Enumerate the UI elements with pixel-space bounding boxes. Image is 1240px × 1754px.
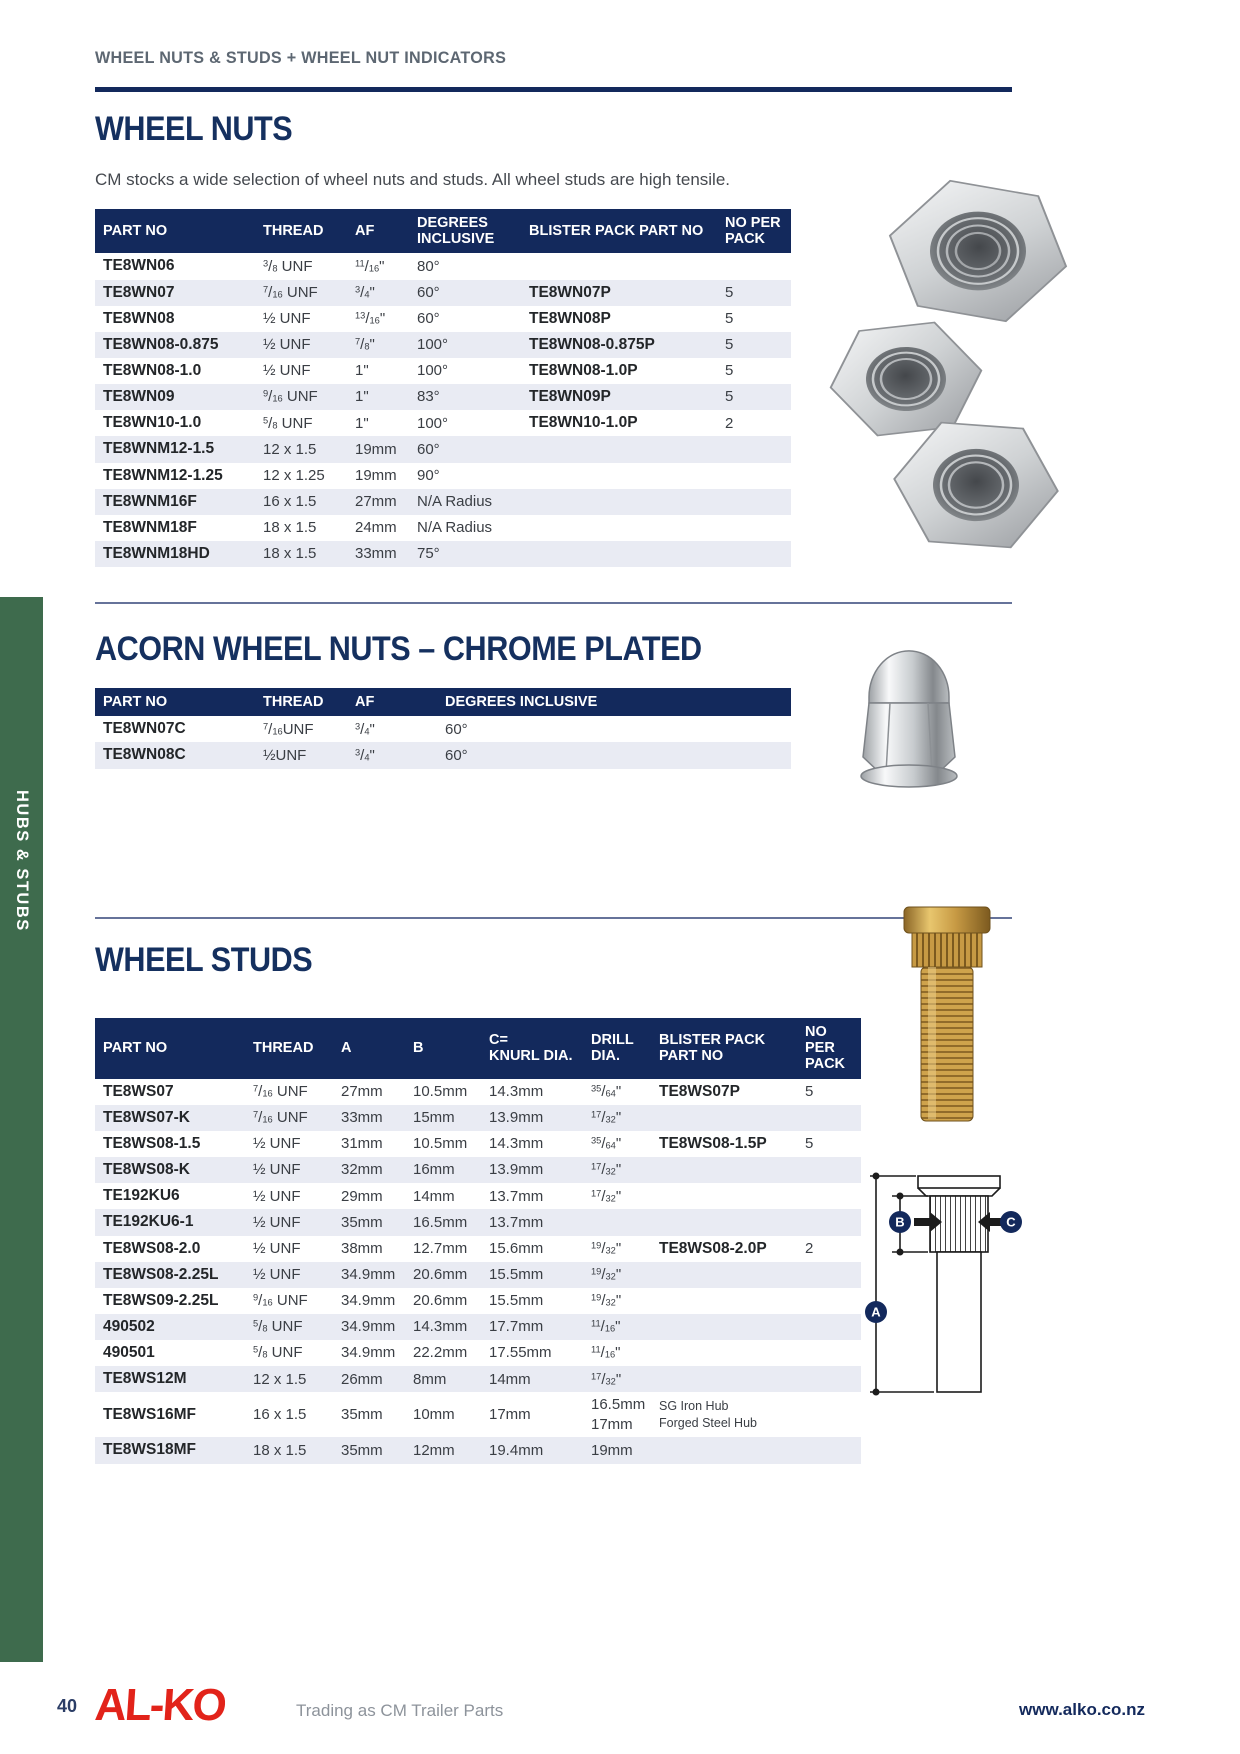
table-row bbox=[95, 280, 791, 306]
cell: $^5/_8$ UNF bbox=[253, 1318, 303, 1336]
cell: TE8WS08-1.5 bbox=[103, 1134, 201, 1152]
table-row bbox=[95, 1314, 861, 1340]
cell: 34.9mm bbox=[341, 1266, 396, 1283]
column-header: B bbox=[405, 1018, 481, 1079]
cell: $^{11}/_{16}$" bbox=[591, 1344, 621, 1362]
cell: 60° bbox=[445, 746, 468, 764]
cell: 490502 bbox=[103, 1317, 155, 1335]
cell: $^{19}/_{32}$" bbox=[591, 1292, 622, 1310]
wheel-studs-table bbox=[95, 1018, 861, 1464]
cell: 5 bbox=[725, 362, 734, 380]
cell: 14.3mm bbox=[489, 1083, 544, 1101]
hex-nut-1 bbox=[874, 173, 1083, 329]
table-row bbox=[95, 1209, 861, 1235]
table-row bbox=[95, 716, 791, 742]
cell: TE192KU6 bbox=[103, 1187, 180, 1205]
cell bbox=[797, 1288, 861, 1314]
cell: 18 x 1.5 bbox=[253, 1441, 307, 1459]
cell: 19mm bbox=[591, 1441, 633, 1459]
cell bbox=[651, 1314, 797, 1340]
cell: 33mm bbox=[341, 1109, 383, 1127]
table-row bbox=[95, 489, 791, 515]
column-header: PART NO bbox=[95, 1018, 245, 1079]
column-header: DEGREES INCLUSIVE bbox=[437, 688, 791, 716]
table-row bbox=[95, 1366, 861, 1392]
footer-tagline: Trading as CM Trailer Parts bbox=[296, 1701, 504, 1720]
cell: 15.5mm bbox=[489, 1266, 544, 1283]
wheel-nuts-photo bbox=[828, 163, 1086, 565]
cell: ½ UNF bbox=[253, 1161, 301, 1179]
cell: TE8WS07-K bbox=[103, 1108, 190, 1126]
alko-logo: AL-KO bbox=[93, 1679, 227, 1730]
cell: ½ UNF bbox=[253, 1266, 301, 1283]
acorn-base-flange bbox=[861, 765, 957, 787]
cell bbox=[651, 1183, 797, 1209]
cell: TE8WS08-2.0P bbox=[659, 1239, 767, 1257]
table-row bbox=[95, 1288, 861, 1314]
cell: $^{11}/_{16}$" bbox=[355, 257, 385, 275]
cell: 29mm bbox=[341, 1187, 383, 1205]
cell: TE8WN08-0.875P bbox=[529, 335, 655, 353]
cell: 490501 bbox=[103, 1344, 155, 1362]
cell: 13.7mm bbox=[489, 1213, 544, 1231]
table-row bbox=[95, 384, 791, 410]
cell: $^{35}/_{64}$" bbox=[591, 1083, 622, 1101]
cell bbox=[797, 1340, 861, 1366]
section-intro: CM stocks a wide selection of wheel nuts and studs. All wheel studs are high tensile. bbox=[95, 170, 731, 189]
diagram-label-c: C bbox=[1006, 1214, 1016, 1230]
cell bbox=[717, 436, 791, 462]
cell: 14mm bbox=[489, 1370, 531, 1388]
cell bbox=[651, 1288, 797, 1314]
cell bbox=[797, 1437, 861, 1463]
cell: 80° bbox=[417, 257, 440, 275]
cell: TE8WN07C bbox=[103, 720, 186, 738]
table-row bbox=[95, 410, 791, 436]
cell bbox=[717, 541, 791, 567]
cell: 19mm bbox=[355, 466, 397, 484]
table-row bbox=[95, 436, 791, 462]
cell: TE8WS07P bbox=[659, 1082, 740, 1100]
cell: 16.5mm 17mm bbox=[591, 1396, 646, 1433]
cell: ½ UNF bbox=[263, 362, 311, 380]
cell: ½ UNF bbox=[253, 1187, 301, 1205]
cell bbox=[797, 1392, 861, 1437]
section-title-acorn-nuts: ACORN WHEEL NUTS – CHROME PLATED bbox=[95, 630, 702, 668]
cell: TE8WN08-1.0 bbox=[103, 362, 202, 380]
cell: 5 bbox=[805, 1083, 814, 1101]
cell: 16.5mm bbox=[413, 1213, 468, 1231]
cell: TE8WS07 bbox=[103, 1082, 174, 1100]
table-row bbox=[95, 332, 791, 358]
cell bbox=[797, 1157, 861, 1183]
table-row bbox=[95, 306, 791, 332]
diagram-label-a: A bbox=[871, 1304, 881, 1320]
cell bbox=[521, 515, 717, 541]
cell: $^{17}/_{32}$" bbox=[591, 1370, 622, 1388]
cell bbox=[521, 541, 717, 567]
cell: N/A Radius bbox=[417, 493, 493, 511]
cell bbox=[651, 1437, 797, 1463]
page-eyebrow: WHEEL NUTS & STUDS + WHEEL NUT INDICATORS bbox=[95, 48, 507, 67]
cell: $^5/_8$ UNF bbox=[253, 1344, 303, 1362]
cell: 17mm bbox=[489, 1406, 531, 1424]
cell: 15mm bbox=[413, 1109, 455, 1127]
cell: SG Iron Hub Forged Steel Hub bbox=[659, 1399, 757, 1430]
cell: TE8WS08-2.25L bbox=[103, 1265, 219, 1283]
cell bbox=[717, 515, 791, 541]
wheel-stud-photo bbox=[890, 905, 1005, 1127]
cell bbox=[651, 1262, 797, 1288]
cell: 100° bbox=[417, 414, 449, 432]
cell: 15.5mm bbox=[489, 1292, 544, 1310]
cell: ½ UNF bbox=[263, 310, 311, 328]
cell: 75° bbox=[417, 545, 440, 563]
cell: 10mm bbox=[413, 1406, 455, 1424]
cell: 16 x 1.5 bbox=[263, 493, 317, 511]
cell: TE8WNM12-1.25 bbox=[103, 466, 223, 484]
column-header: THREAD bbox=[255, 209, 347, 253]
cell: 14mm bbox=[413, 1187, 455, 1205]
cell: 60° bbox=[417, 310, 440, 328]
cell: TE8WNM12-1.5 bbox=[103, 440, 215, 458]
cell: TE8WS12M bbox=[103, 1370, 187, 1388]
cell: ½ UNF bbox=[263, 336, 311, 354]
cell: $^7/_{16}$ UNF bbox=[263, 283, 318, 301]
cell: TE8WN08P bbox=[529, 309, 611, 327]
cell: TE192KU6-1 bbox=[103, 1213, 194, 1231]
cell bbox=[797, 1105, 861, 1131]
table-row bbox=[95, 1262, 861, 1288]
cell bbox=[651, 1105, 797, 1131]
stud-dimensions-diagram bbox=[858, 1160, 1023, 1408]
cell: TE8WN09P bbox=[529, 388, 611, 406]
cell: 14.3mm bbox=[489, 1135, 544, 1153]
table-row bbox=[95, 742, 791, 768]
cell bbox=[651, 1157, 797, 1183]
cell: 16mm bbox=[413, 1161, 455, 1179]
cell: 5 bbox=[805, 1135, 814, 1153]
cell: 27mm bbox=[341, 1083, 383, 1101]
cell: 1" bbox=[355, 414, 369, 432]
cell: N/A Radius bbox=[417, 519, 493, 537]
sidebar-tab-label: HUBS & STUBS bbox=[13, 790, 31, 932]
cell: ½ UNF bbox=[253, 1213, 301, 1231]
cell: 12mm bbox=[413, 1441, 455, 1459]
cell: 20.6mm bbox=[413, 1292, 468, 1310]
column-header: AF bbox=[347, 688, 437, 716]
cell: TE8WS16MF bbox=[103, 1405, 197, 1423]
cell: $^3/_4$" bbox=[355, 720, 375, 738]
acorn-dome bbox=[869, 651, 949, 703]
cell: 60° bbox=[445, 720, 468, 738]
cell: $^{11}/_{16}$" bbox=[591, 1318, 621, 1336]
stud-knurl bbox=[912, 933, 982, 967]
cell: 22.2mm bbox=[413, 1344, 468, 1362]
column-header: THREAD bbox=[245, 1018, 333, 1079]
acorn-nut-photo bbox=[850, 635, 968, 793]
cell bbox=[521, 489, 717, 515]
table-row bbox=[95, 541, 791, 567]
cell: TE8WN07 bbox=[103, 283, 175, 301]
table-row bbox=[95, 1437, 861, 1463]
cell: 100° bbox=[417, 336, 449, 354]
cell: 100° bbox=[417, 362, 449, 380]
section-title-wheel-nuts: WHEEL NUTS bbox=[95, 110, 293, 148]
cell: 32mm bbox=[341, 1161, 383, 1179]
cell: 33mm bbox=[355, 545, 397, 563]
cell: ½UNF bbox=[263, 746, 307, 764]
cell: 1" bbox=[355, 388, 369, 406]
table-row bbox=[95, 1183, 861, 1209]
cell: 18 x 1.5 bbox=[263, 545, 317, 563]
cell: 83° bbox=[417, 388, 440, 406]
column-header: C= KNURL DIA. bbox=[481, 1018, 583, 1079]
table-header-row bbox=[95, 688, 791, 716]
column-header: DRILL DIA. bbox=[583, 1018, 651, 1079]
cell: 12 x 1.25 bbox=[263, 466, 325, 484]
cell: 8mm bbox=[413, 1370, 447, 1388]
cell: $^9/_{16}$ UNF bbox=[253, 1292, 308, 1310]
column-header: PART NO bbox=[95, 688, 255, 716]
cell: $^{17}/_{32}$" bbox=[591, 1187, 622, 1205]
column-header: PART NO bbox=[95, 209, 255, 253]
cell bbox=[521, 463, 717, 489]
cell: TE8WS08-1.5P bbox=[659, 1134, 767, 1152]
cell: 12 x 1.5 bbox=[253, 1370, 307, 1388]
acorn-nuts-table bbox=[95, 688, 791, 769]
cell: TE8WN10-1.0 bbox=[103, 414, 202, 432]
cell: 14.3mm bbox=[413, 1318, 468, 1336]
table-row bbox=[95, 358, 791, 384]
cell: 60° bbox=[417, 440, 440, 458]
cell: TE8WS09-2.25L bbox=[103, 1291, 219, 1309]
cell: $^{35}/_{64}$" bbox=[591, 1135, 622, 1153]
cell: $^{17}/_{32}$" bbox=[591, 1109, 622, 1127]
table-header-row bbox=[95, 1018, 861, 1079]
cell: 20.6mm bbox=[413, 1266, 468, 1283]
cell: TE8WN07P bbox=[529, 283, 611, 301]
table-row bbox=[95, 1157, 861, 1183]
table-row bbox=[95, 253, 791, 279]
cell bbox=[797, 1209, 861, 1235]
cell: 2 bbox=[805, 1239, 814, 1257]
cell: 13.9mm bbox=[489, 1161, 544, 1179]
table-row bbox=[95, 1105, 861, 1131]
column-header: NO PER PACK bbox=[797, 1018, 861, 1079]
cell: 19.4mm bbox=[489, 1441, 544, 1459]
cell bbox=[797, 1314, 861, 1340]
cell: 5 bbox=[725, 336, 734, 354]
column-header: AF bbox=[347, 209, 409, 253]
section-divider bbox=[95, 917, 1012, 919]
cell: 19mm bbox=[355, 440, 397, 458]
cell: TE8WN10-1.0P bbox=[529, 414, 638, 432]
acorn-hex-body bbox=[863, 703, 955, 773]
cell: $^{19}/_{32}$" bbox=[591, 1266, 622, 1283]
cell bbox=[797, 1366, 861, 1392]
cell: TE8WN09 bbox=[103, 388, 175, 406]
cell: $^3/_8$ UNF bbox=[263, 257, 313, 275]
cell: 13.9mm bbox=[489, 1109, 544, 1127]
section-divider bbox=[95, 602, 1012, 604]
cell: TE8WN08 bbox=[103, 309, 175, 327]
table-row bbox=[95, 1131, 861, 1157]
column-header: NO PER PACK bbox=[717, 209, 791, 253]
table-row bbox=[95, 515, 791, 541]
top-rule bbox=[95, 87, 1012, 92]
cell: 24mm bbox=[355, 519, 397, 537]
cell bbox=[521, 253, 717, 279]
cell: 1" bbox=[355, 362, 369, 380]
cell: 5 bbox=[725, 388, 734, 406]
table-header-row bbox=[95, 209, 791, 253]
cell: 10.5mm bbox=[413, 1135, 468, 1153]
cell: $^3/_4$" bbox=[355, 283, 375, 301]
footer-website-link[interactable]: www.alko.co.nz bbox=[1019, 1700, 1145, 1719]
cell: $^7/_{16}$ UNF bbox=[253, 1083, 308, 1101]
cell: $^5/_8$ UNF bbox=[263, 414, 313, 432]
cell: 16 x 1.5 bbox=[253, 1406, 307, 1424]
cell: ½ UNF bbox=[253, 1135, 301, 1153]
cell: TE8WN06 bbox=[103, 257, 175, 275]
cell bbox=[797, 1262, 861, 1288]
cell: 35mm bbox=[341, 1213, 383, 1231]
column-header: DEGREES INCLUSIVE bbox=[409, 209, 521, 253]
cell bbox=[583, 1209, 651, 1235]
cell: 27mm bbox=[355, 493, 397, 511]
cell: 10.5mm bbox=[413, 1083, 468, 1101]
cell bbox=[717, 489, 791, 515]
sidebar-tab-hubs-stubs bbox=[0, 597, 43, 1662]
wheel-nuts-table bbox=[95, 209, 791, 567]
cell: 12 x 1.5 bbox=[263, 440, 317, 458]
cell: $^9/_{16}$ UNF bbox=[263, 388, 318, 406]
cell: TE8WN08C bbox=[103, 746, 186, 764]
cell: $^{13}/_{16}$" bbox=[355, 310, 386, 328]
cell: 13.7mm bbox=[489, 1187, 544, 1205]
table-row bbox=[95, 1340, 861, 1366]
cell: TE8WS18MF bbox=[103, 1441, 197, 1459]
cell: TE8WNM16F bbox=[103, 492, 197, 510]
cell: 34.9mm bbox=[341, 1318, 396, 1336]
cell: TE8WS08-2.0 bbox=[103, 1239, 201, 1257]
cell: TE8WNM18HD bbox=[103, 545, 210, 563]
cell: 17.7mm bbox=[489, 1318, 544, 1336]
cell bbox=[717, 463, 791, 489]
cell: 38mm bbox=[341, 1239, 383, 1257]
cell: $^3/_4$" bbox=[355, 746, 375, 764]
cell: $^7/_{16}$ UNF bbox=[253, 1109, 308, 1127]
cell bbox=[651, 1340, 797, 1366]
cell: TE8WS08-K bbox=[103, 1161, 190, 1179]
cell bbox=[651, 1366, 797, 1392]
column-header: BLISTER PACK PART NO bbox=[521, 209, 717, 253]
diagram-label-b: B bbox=[895, 1214, 905, 1230]
cell: TE8WNM18F bbox=[103, 518, 197, 536]
cell bbox=[717, 253, 791, 279]
cell: 35mm bbox=[341, 1406, 383, 1424]
cell: 26mm bbox=[341, 1370, 383, 1388]
cell: TE8WN08-1.0P bbox=[529, 362, 638, 380]
column-header: THREAD bbox=[255, 688, 347, 716]
hex-nut-2 bbox=[828, 318, 990, 439]
column-header: A bbox=[333, 1018, 405, 1079]
cell: $^{19}/_{32}$" bbox=[591, 1239, 622, 1257]
cell: 34.9mm bbox=[341, 1344, 396, 1362]
cell: 12.7mm bbox=[413, 1239, 468, 1257]
cell: 5 bbox=[725, 310, 734, 328]
section-title-wheel-studs: WHEEL STUDS bbox=[95, 941, 313, 979]
cell: TE8WN08-0.875 bbox=[103, 335, 219, 353]
table-row bbox=[95, 1079, 861, 1105]
cell bbox=[651, 1209, 797, 1235]
table-row bbox=[95, 1236, 861, 1262]
cell bbox=[797, 1183, 861, 1209]
table-row bbox=[95, 463, 791, 489]
cell: 15.6mm bbox=[489, 1239, 544, 1257]
cell: 90° bbox=[417, 466, 440, 484]
cell: 31mm bbox=[341, 1135, 383, 1153]
cell: 5 bbox=[725, 283, 734, 301]
hex-nut-3 bbox=[888, 420, 1064, 551]
cell: $^7/_{16}UNF$ bbox=[263, 720, 314, 738]
cell: 34.9mm bbox=[341, 1292, 396, 1310]
cell: 17.55mm bbox=[489, 1344, 552, 1362]
cell: 35mm bbox=[341, 1441, 383, 1459]
cell: 60° bbox=[417, 283, 440, 301]
cell: $^{17}/_{32}$" bbox=[591, 1161, 622, 1179]
table-row bbox=[95, 1392, 861, 1437]
page-number: 40 bbox=[57, 1696, 78, 1716]
cell: ½ UNF bbox=[253, 1239, 301, 1257]
stud-head bbox=[904, 907, 990, 933]
cell: $^7/_8$" bbox=[355, 336, 375, 354]
cell: 18 x 1.5 bbox=[263, 519, 317, 537]
cell bbox=[521, 436, 717, 462]
column-header: BLISTER PACK PART NO bbox=[651, 1018, 797, 1079]
cell: 2 bbox=[725, 414, 734, 432]
